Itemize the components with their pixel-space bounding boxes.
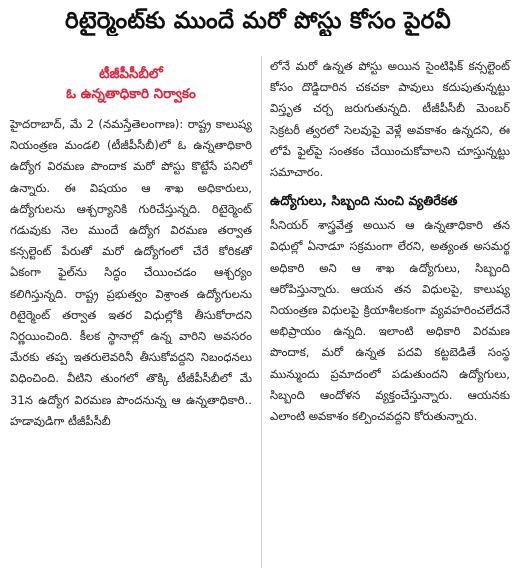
article-body-right-1: లోనే మరో ఉన్నత పోస్టు అయిన సైంటిఫిక్ కన్సల్టెంట్ కోసం దొడ్డిదారిన చకచకా పావులు కదుపుతున్నట్టు విస్తృత చర్చ జరుగుతున్నది. టీజీపీసీబీ మెంబర్ సెక్రటరీ త్వరలో సెలవుపై వెళ్లే అవకాశం ఉన్నదని, ఈ లోపే ఫైల్‌పై సంతకం చేయించుకోవాలని చూస్తున్నట్టు సమాచారం. — [270, 59, 510, 180]
kicker-line-2: ఓ ఉన్నతాధికారి నిర్వాకం — [66, 86, 196, 102]
article-headline: రిటైర్మెంట్‌కు ముందే మరో పోస్టు కోసం పైరవీ — [65, 8, 451, 34]
column-divider — [261, 56, 262, 568]
article-body-right-2: సీనియర్ శాస్త్రవేత్త అయిన ఆ ఉన్నతాధికారి తన విధుల్లో ఏనాడూ సక్రమంగా లేరని, అత్యంత అసమర్థ అధికారి అని ఆ శాఖ ఉద్యోగులు, సిబ్బంది ఆరోపిస్తున్నారు. ఆయన తన విధులపై, కాలుష్య నియంత్రణ విధులపై క్రియాశీలకంగా వ్యవహరించలేదనే అభిప్రాయం ఉన్నది. ఇలాంటి అధికారి విరమణ పొందాక, మరో ఉన్నత పదవి కట్టబెడితే సంస్థ మున్ముందు ప్రమాదంలో పడుతుందని ఉద్యోగులు, సిబ్బంది ఆందోళన వ్యక్తంచేస్తున్నారు. ఆయనకు ఎలాంటి అవకాశం కల్పించవద్దని కోరుతున్నారు. — [270, 218, 510, 424]
article-body-left: హైదరాబాద్, మే 2 (నమస్తేతెలంగాణ): రాష్ట్ర కాలుష్య నియంత్రణ మండలి (టీజీపీసీబీ)లో ఓ ఉన్నతాధికారి ఉద్యోగ విరమణ పొందాక మరో పోస్టు కొట్టేసే పనిలో ఉన్నారు. ఈ విషయం ఆ శాఖ అధికారులు, ఉద్యోగులను ఆశ్చర్యానికి గురిచేస్తున్నది. రిటైర్మెంట్ గడువుకు నెల ముందే ఉద్యోగ విరమణ తర్వాత కన్సల్టెంట్ పేరుతో మరో ఉద్యోగంలో చేరే కోరికతో ఏకంగా ఫైల్‌ను సిద్ధం చేయించడం ఆశ్చర్యం కలిగిస్తున్నది. రాష్ట్ర ప్రభుత్వం విశ్రాంత ఉద్యోగులను రిటైర్మెంట్ తర్వాత ఇతర విధుల్లోకి తీసుకోరాదని నిర్ణయించింది. కీలక స్థానాల్లో ఉన్న వారిని అవసరం మేరకు తప్ప ఇతరులెవరినీ తీసుకోవద్దని నిబంధనలు విధించింది. వీటిని తుంగలో తొక్కి టీజీపీసీబీలో మే 31న ఉద్యోగ విరమణ పొందనున్న ఆ ఉన్నతాధికారి.. హడావుడిగా టీజీపీసీబీ — [10, 117, 252, 428]
article-subhead: ఉద్యోగులు, సిబ్బంది నుంచి వ్యతిరేకత — [270, 194, 458, 210]
left-column — [10, 56, 252, 432]
kicker-line-1: టీజీపీసీబీలో — [99, 66, 163, 82]
right-column — [270, 56, 510, 427]
